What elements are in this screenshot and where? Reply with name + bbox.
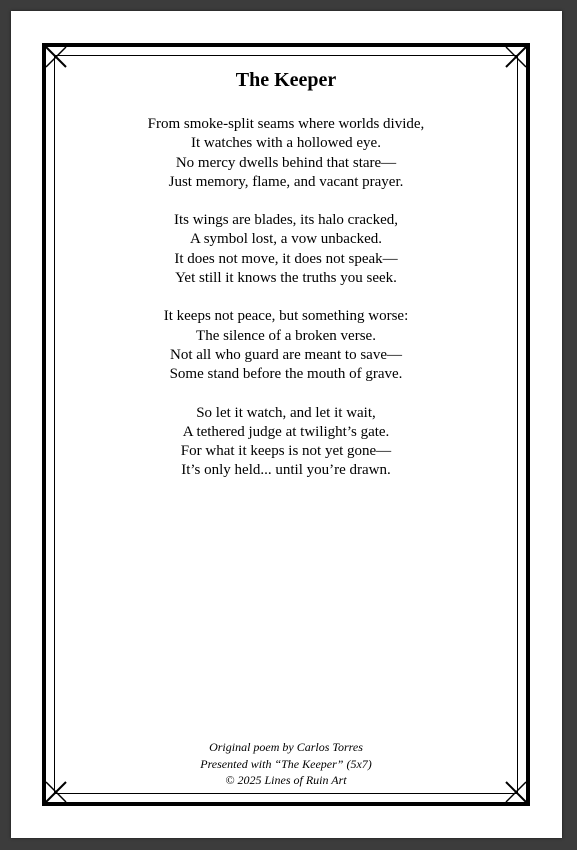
poem-content — [46, 47, 526, 802]
credit-copyright: © 2025 Lines of Ruin Art — [225, 773, 347, 787]
poem-line: Just memory, flame, and vacant prayer. — [168, 173, 404, 190]
poem-credits — [46, 739, 526, 789]
poem-line: So let it watch, and let it wait, — [196, 404, 376, 421]
stanza-3 — [46, 307, 526, 384]
poem-line: Not all who guard are meant to save— — [169, 346, 402, 363]
poem-line: Yet still it knows the truths you seek. — [175, 270, 397, 287]
poem-line: A symbol lost, a vow unbacked. — [189, 231, 383, 248]
poem-line: It keeps not peace, but something worse: — [163, 308, 409, 325]
stanza-1 — [46, 115, 526, 192]
poem-line: It watches with a hollowed eye. — [191, 135, 381, 152]
stanza-2 — [46, 211, 526, 288]
poem-line: Its wings are blades, its halo cracked, — [173, 212, 399, 229]
poem-line: From smoke-split seams where worlds divide, — [147, 116, 425, 132]
poem-line: For what it keeps is not yet gone— — [180, 443, 392, 460]
poem-line: It’s only held... until you’re drawn. — [181, 462, 391, 479]
credit-presented-with: Presented with “The Keeper” (5x7) — [200, 756, 372, 771]
poem-line: It does not move, it does not speak— — [174, 250, 398, 267]
poem-line: The silence of a broken verse. — [196, 327, 376, 344]
poem-line: A tethered judge at twilight’s gate. — [182, 423, 390, 440]
document-page — [11, 11, 562, 838]
poem-body — [46, 115, 526, 500]
poem-title: The Keeper — [235, 69, 337, 91]
stanza-4 — [46, 404, 526, 481]
credit-author: Original poem by Carlos Torres — [209, 740, 363, 754]
poem-line: Some stand before the mouth of grave. — [169, 366, 403, 383]
poem-line: No mercy dwells behind that stare— — [175, 154, 397, 171]
decorative-border-outer — [42, 43, 530, 806]
